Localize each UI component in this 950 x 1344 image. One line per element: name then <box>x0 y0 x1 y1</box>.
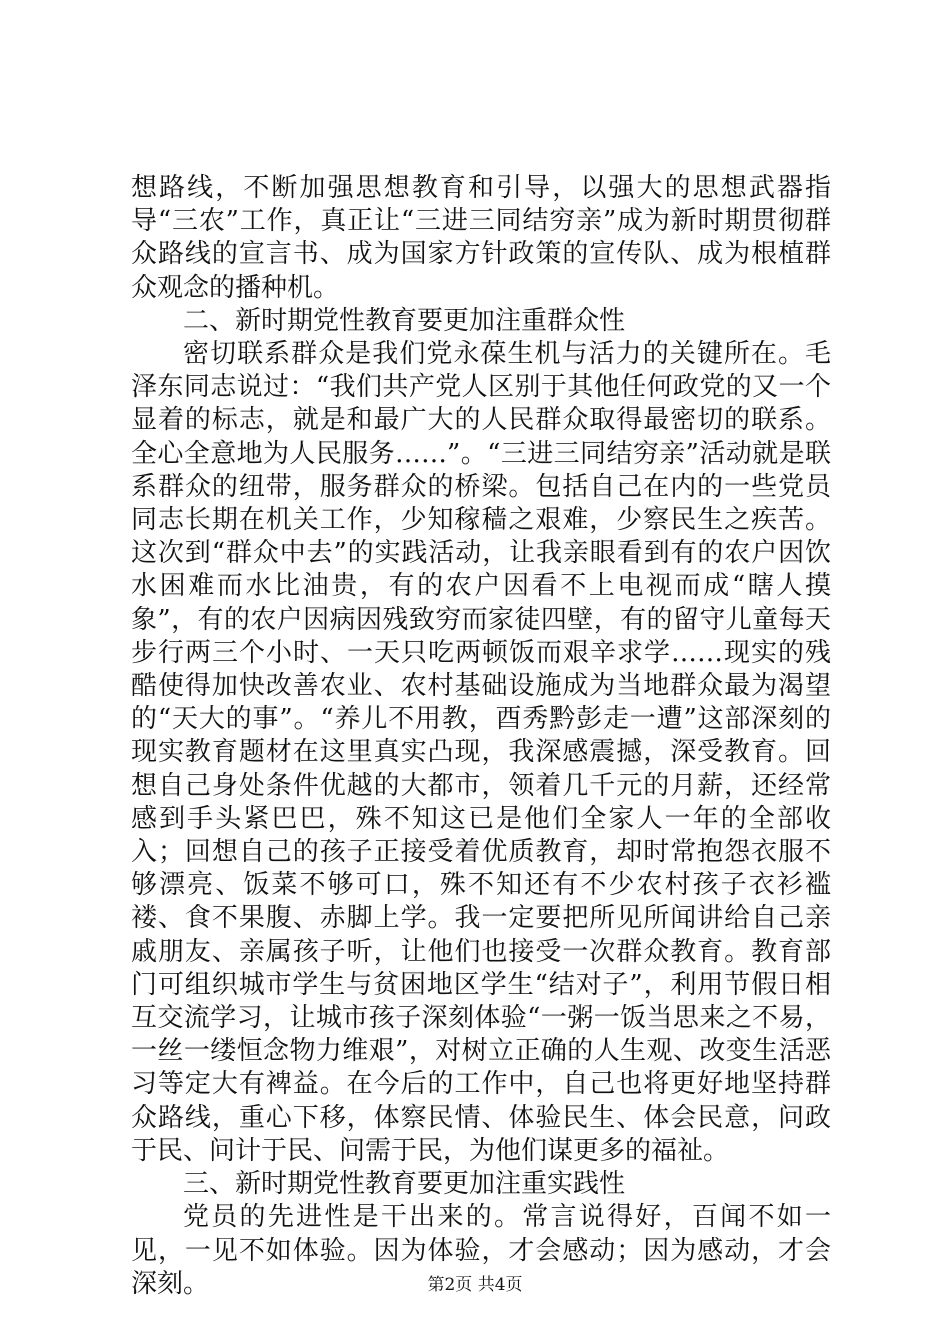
section-heading-2: 二、新时期党性教育要更加注重群众性 <box>183 305 626 336</box>
paragraph-practice: 党员的先进性是干出来的。常言说得好，百闻不如一见，一见不如体验。因为体验，才会感动；因为感动，才会深刻。 <box>131 1202 831 1299</box>
page-footer: 第2页 共4页 <box>427 1275 523 1295</box>
document-body <box>131 172 831 1301</box>
paragraph-continuation: 想路线，不断加强思想教育和引导，以强大的思想武器指导“三农”工作，真正让“三进三同结穷亲”成为新时期贯彻群众路线的宣言书、成为国家方针政策的宣传队、成为根植群众观念的播种机。 <box>131 173 831 303</box>
paragraph-mass-line: 密切联系群众是我们党永葆生机与活力的关键所在。毛泽东同志说过：“我们共产党人区别于其他任何政党的又一个显着的标志，就是和最广大的人民群众取得最密切的联系。全心全意地为人民服务……”。“三进三同结穷亲”活动就是联系群众的纽带，服务群众的桥梁。包括自己在内的一些党员同志长期在机关工作，少知稼穑之艰难，少察民生之疾苦。这次到“群众中去”的实践活动，让我亲眼看到有的农户因饮水困难而水比油贵，有的农户因看不上电视而成“瞎人摸象”，有的农户因病因残致穷而家徒四壁，有的留守儿童每天步行两三个小时、一天只吃两顿饭而艰辛求学……现实的残酷使得加快改善农业、农村基础设施成为当地群众最为渴望的“天大的事”。“养儿不用教，酉秀黔彭走一遭”这部深刻的现实教育题材在这里真实凸现，我深感震撼，深受教育。回想自己身处条件优越的大都市，领着几千元的月薪，还经常感到手头紧巴巴，殊不知这已是他们全家人一年的全部收入；回想自己的孩子正接受着优质教育，却时常抱怨衣服不够漂亮、饭菜不够可口，殊不知还有不少农村孩子衣衫褴褛、食不果腹、赤脚上学。我一定要把所见所闻讲给自己亲戚朋友、亲属孩子听，让他们也接受一次群众教育。教育部门可组织城市学生与贫困地区学生“结对子”，利用节假日相互交流学习，让城市孩子深刻体验“一粥一饭当思来之不易，一丝一缕恒念物力维艰”，对树立正确的人生观、改变生活恶习等定大有裨益。在今后的工作中，自己也将更好地坚持群众路线，重心下移，体察民情、体验民生、体会民意，问政于民、问计于民、问需于民，为他们谋更多的福祉。 <box>131 339 831 1166</box>
section-heading-3: 三、新时期党性教育要更加注重实践性 <box>183 1169 626 1200</box>
